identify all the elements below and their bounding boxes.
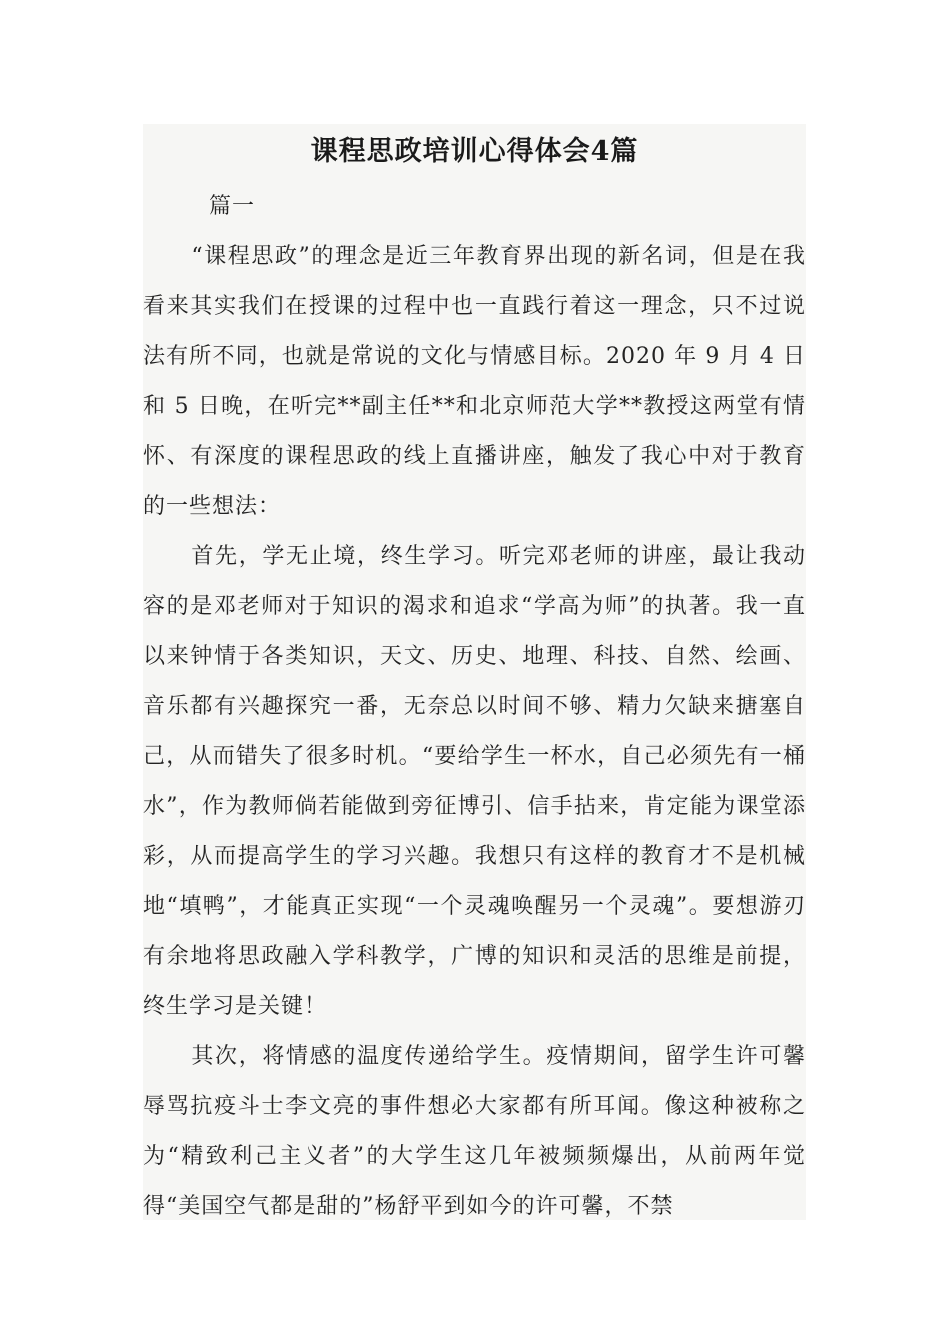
document-body (143, 124, 806, 1220)
document-text (143, 182, 806, 1220)
paragraph-3: 其次，将情感的温度传递给学生。疫情期间，留学生许可馨辱骂抗疫斗士李文亮的事件想必大家都有所耳闻。像这种被称之为“精致利己主义者”的大学生这几年被频频爆出，从前两年觉得“美国空气都是甜的”杨舒平到如今的许可馨，不禁 (143, 1044, 806, 1219)
section-label: 篇一 (209, 194, 256, 219)
paragraph-1: “课程思政”的理念是近三年教育界出现的新名词，但是在我看来其实我们在授课的过程中也一直践行着这一理念，只不过说法有所不同，也就是常说的文化与情感目标。2020 年 9 月 4 日和 5 日晚，在听完**副主任**和北京师范大学**教授这两堂有情怀、有深度的课程思政的线上直播讲座，触发了我心中对于教育的一些想法： (143, 244, 806, 519)
document-title: 课程思政培训心得体会4篇 (310, 136, 639, 167)
paragraph-2: 首先，学无止境，终生学习。听完邓老师的讲座，最让我动容的是邓老师对于知识的渴求和追求“学高为师”的执著。我一直以来钟情于各类知识，天文、历史、地理、科技、自然、绘画、音乐都有兴趣探究一番，无奈总以时间不够、精力欠缺来搪塞自己，从而错失了很多时机。“要给学生一杯水，自己必须先有一桶水”，作为教师倘若能做到旁征博引、信手拈来，肯定能为课堂添彩，从而提高学生的学习兴趣。我想只有这样的教育才不是机械地“填鸭”，才能真正实现“一个灵魂唤醒另一个灵魂”。要想游刃有余地将思政融入学科教学，广博的知识和灵活的思维是前提，终生学习是关键！ (143, 544, 806, 1019)
